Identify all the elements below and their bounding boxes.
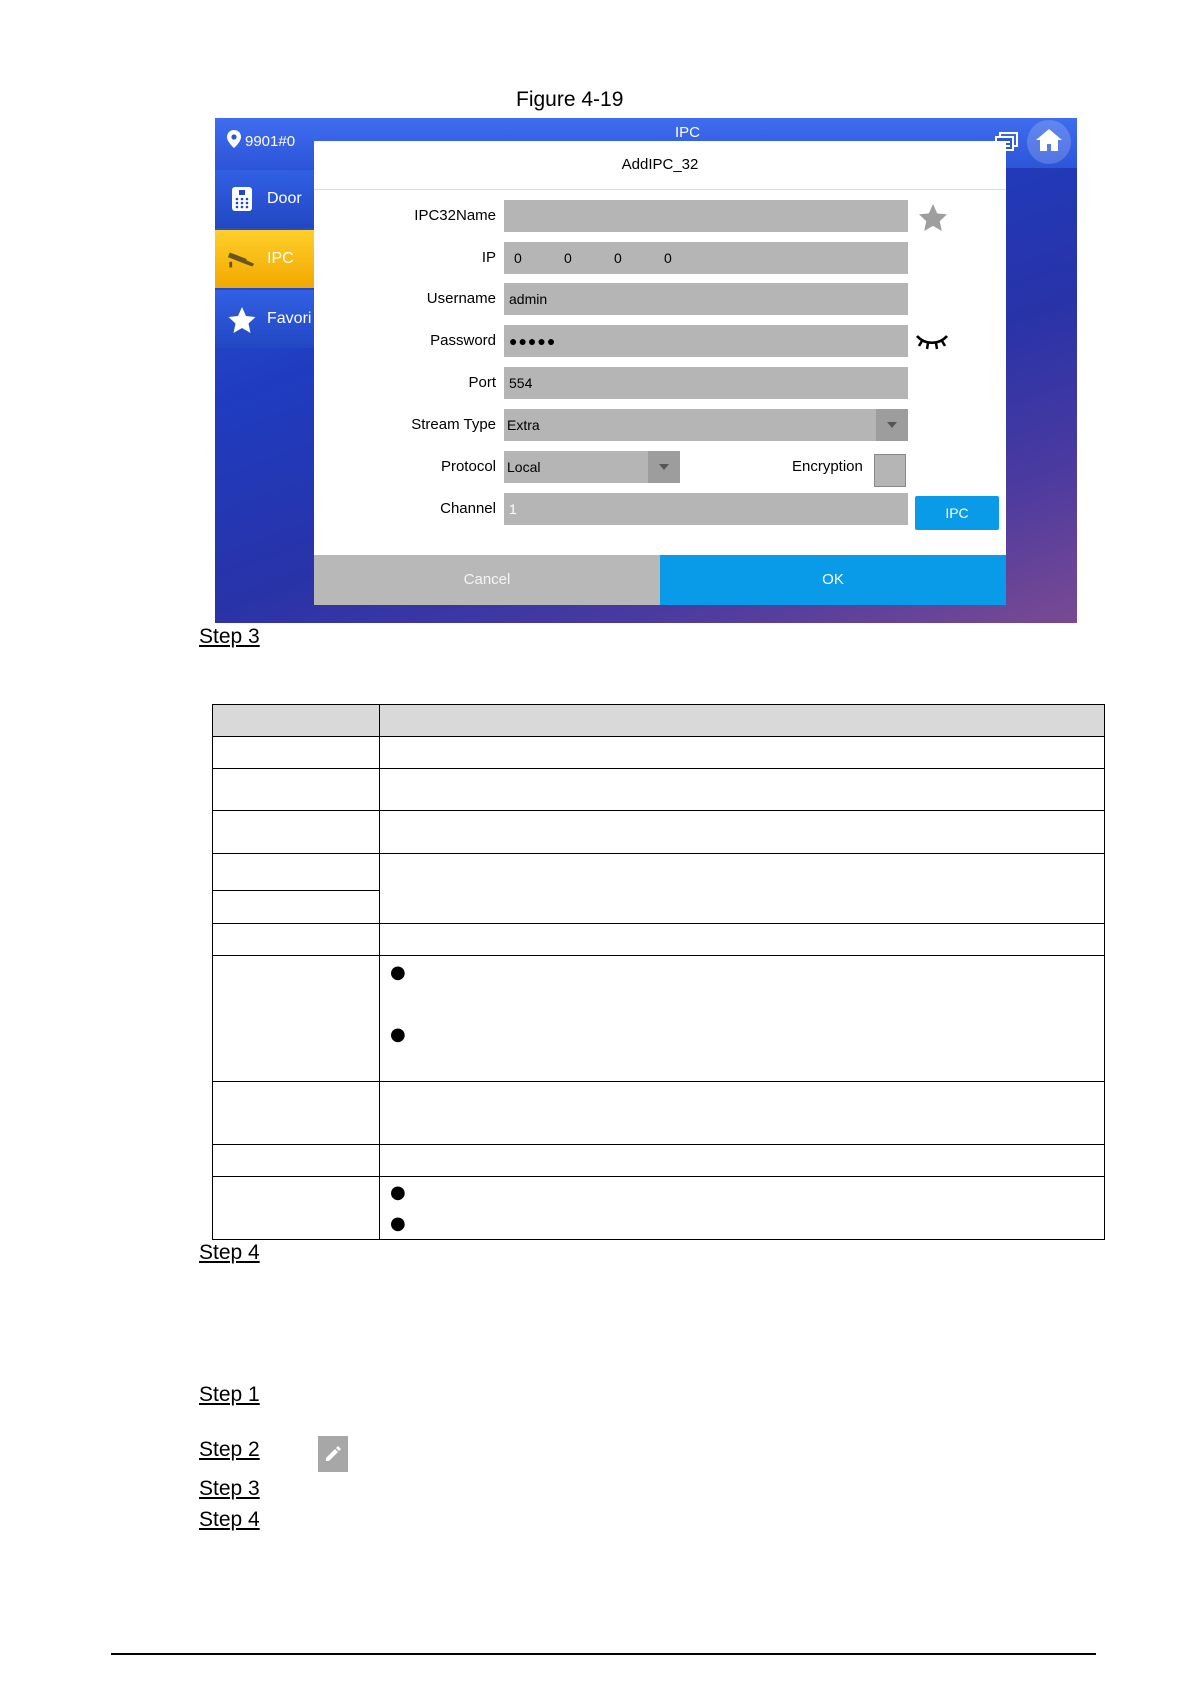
- sidebar-item-label: Door: [267, 190, 302, 207]
- table-row: [213, 854, 1105, 891]
- table-cell: [213, 811, 380, 854]
- table-cell: [213, 854, 380, 891]
- step-label: Step 4: [199, 1508, 260, 1531]
- ipc-search-button[interactable]: IPC: [915, 496, 999, 530]
- sidebar-item-label: IPC: [267, 250, 294, 267]
- favorite-star-icon[interactable]: [918, 203, 948, 235]
- table-row: [213, 1177, 1105, 1240]
- table-cell: [213, 891, 380, 924]
- table-cell: [380, 1145, 1105, 1177]
- footer-divider: [111, 1653, 1096, 1655]
- stream-type-label: Stream Type: [411, 416, 496, 433]
- table-row: [213, 1082, 1105, 1145]
- ip-octet-2[interactable]: 0: [564, 250, 572, 266]
- table-cell: [213, 737, 380, 769]
- ip-label: IP: [481, 249, 496, 266]
- hide-password-eye-icon[interactable]: [914, 330, 950, 356]
- step-label: Step 1: [199, 1383, 260, 1406]
- table-cell: [380, 737, 1105, 769]
- table-cell: [380, 956, 1105, 1082]
- table-header-cell: [213, 705, 380, 737]
- table-cell: [213, 924, 380, 956]
- bullet-point: ●: [390, 1213, 406, 1234]
- name-label: IPC32Name: [414, 207, 496, 224]
- location-indicator: [227, 130, 295, 152]
- table-row: [213, 924, 1105, 956]
- channel-label: Channel: [440, 500, 496, 517]
- ok-button[interactable]: OK: [660, 555, 1006, 605]
- cancel-button[interactable]: Cancel: [314, 555, 660, 605]
- sidebar-item-favorites[interactable]: [215, 290, 315, 348]
- channel-input[interactable]: 1: [504, 493, 908, 525]
- sidebar-item-door[interactable]: [215, 170, 315, 228]
- ip-octet-4[interactable]: 0: [664, 250, 672, 266]
- port-label: Port: [468, 374, 496, 391]
- encryption-label: Encryption: [792, 458, 863, 475]
- step-label: Step 3: [199, 625, 260, 648]
- username-input[interactable]: admin: [504, 283, 908, 315]
- step-label: Step 2: [199, 1438, 260, 1461]
- table-row: [213, 769, 1105, 811]
- table-row: [213, 737, 1105, 769]
- table-cell: [380, 811, 1105, 854]
- ip-octet-3[interactable]: 0: [614, 250, 622, 266]
- table-row: [213, 1145, 1105, 1177]
- bullet-point: ●: [390, 962, 406, 983]
- sidebar-item-ipc[interactable]: [215, 230, 315, 288]
- table-row: [213, 956, 1105, 1082]
- table-cell: [380, 924, 1105, 956]
- port-input[interactable]: 554: [504, 367, 908, 399]
- figure-caption: Figure 4-19: [516, 88, 624, 111]
- table-cell: [213, 1082, 380, 1145]
- table-cell: [380, 1177, 1105, 1240]
- location-pin-icon: [227, 130, 241, 152]
- sidebar-item-label: Favori: [267, 310, 312, 327]
- bullet-point: ●: [390, 1024, 406, 1045]
- ip-input[interactable]: [504, 242, 908, 274]
- stream-type-value: Extra: [507, 417, 540, 433]
- password-label: Password: [430, 332, 496, 349]
- chevron-down-icon: [648, 451, 680, 483]
- table-cell: [380, 1082, 1105, 1145]
- home-button[interactable]: [1027, 120, 1071, 164]
- location-text: 9901#0: [245, 132, 296, 150]
- encryption-checkbox[interactable]: [874, 454, 906, 487]
- edit-pencil-icon: [318, 1436, 348, 1472]
- table-row: [213, 811, 1105, 854]
- ip-octet-1[interactable]: 0: [514, 250, 522, 266]
- table-cell: [380, 769, 1105, 811]
- add-ipc-dialog: [314, 141, 1006, 605]
- stream-type-select[interactable]: [504, 409, 908, 441]
- ipc-name-input[interactable]: [504, 200, 908, 232]
- protocol-select[interactable]: [504, 451, 680, 483]
- table-cell: [213, 769, 380, 811]
- table-cell: [380, 854, 1105, 924]
- table-header-row: [213, 705, 1105, 737]
- intercom-icon: [227, 184, 257, 214]
- bullet-point: ●: [390, 1182, 406, 1203]
- camera-icon: [227, 244, 257, 274]
- table-header-cell: [380, 705, 1105, 737]
- username-label: Username: [426, 290, 496, 307]
- star-icon: [227, 304, 257, 334]
- table-cell: [213, 1177, 380, 1240]
- protocol-label: Protocol: [440, 458, 496, 475]
- table-cell: [213, 956, 380, 1082]
- home-icon: [1035, 127, 1063, 157]
- dialog-title: AddIPC_32: [314, 141, 1006, 190]
- table-cell: [213, 1145, 380, 1177]
- parameter-table: [212, 704, 1105, 1240]
- protocol-value: Local: [507, 459, 541, 475]
- app-title: IPC: [675, 124, 701, 141]
- chevron-down-icon: [876, 409, 908, 441]
- password-input[interactable]: ●●●●●: [504, 325, 908, 357]
- step-label: Step 3: [199, 1477, 260, 1500]
- step-label: Step 4: [199, 1241, 260, 1264]
